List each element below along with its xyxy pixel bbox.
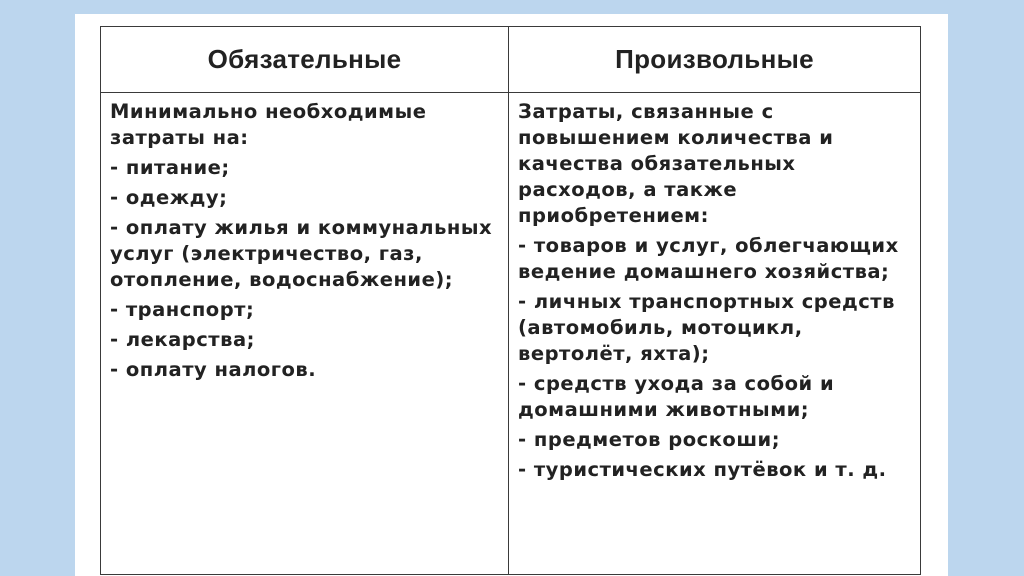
discretionary-cell: [509, 93, 921, 575]
mandatory-list: [110, 155, 500, 383]
list-item: - туристических путёвок и т. д.: [518, 458, 887, 481]
discretionary-list: [518, 233, 912, 483]
list-item: - питание;: [110, 156, 230, 179]
list-item: - оплату налогов.: [110, 358, 317, 381]
content-row: [101, 93, 921, 575]
list-item: - одежду;: [110, 186, 228, 209]
header-row: [101, 27, 921, 93]
list-item: - предметов роскоши;: [518, 428, 780, 451]
list-item: - транспорт;: [110, 298, 255, 321]
list-item: - личных транспортных средств (автомобиль, мотоцикл, вертолёт, яхта);: [518, 290, 895, 365]
list-item: - лекарства;: [110, 328, 255, 351]
comparison-table: [100, 26, 921, 575]
header-discretionary: Произвольные: [509, 27, 921, 93]
list-item: - средств ухода за собой и домашними животными;: [518, 372, 835, 421]
discretionary-intro: Затраты, связанные с повышением количества и качества обязательных расходов, а также приобретением:: [518, 100, 834, 227]
list-item: - товаров и услуг, облегчающих ведение домашнего хозяйства;: [518, 234, 899, 283]
slide: [75, 14, 948, 576]
header-mandatory: Обязательные: [101, 27, 509, 93]
mandatory-cell: [101, 93, 509, 575]
mandatory-intro: Минимально необходимые затраты на:: [110, 100, 427, 149]
list-item: - оплату жилья и коммунальных услуг (электричество, газ, отопление, водоснабжение);: [110, 216, 493, 291]
